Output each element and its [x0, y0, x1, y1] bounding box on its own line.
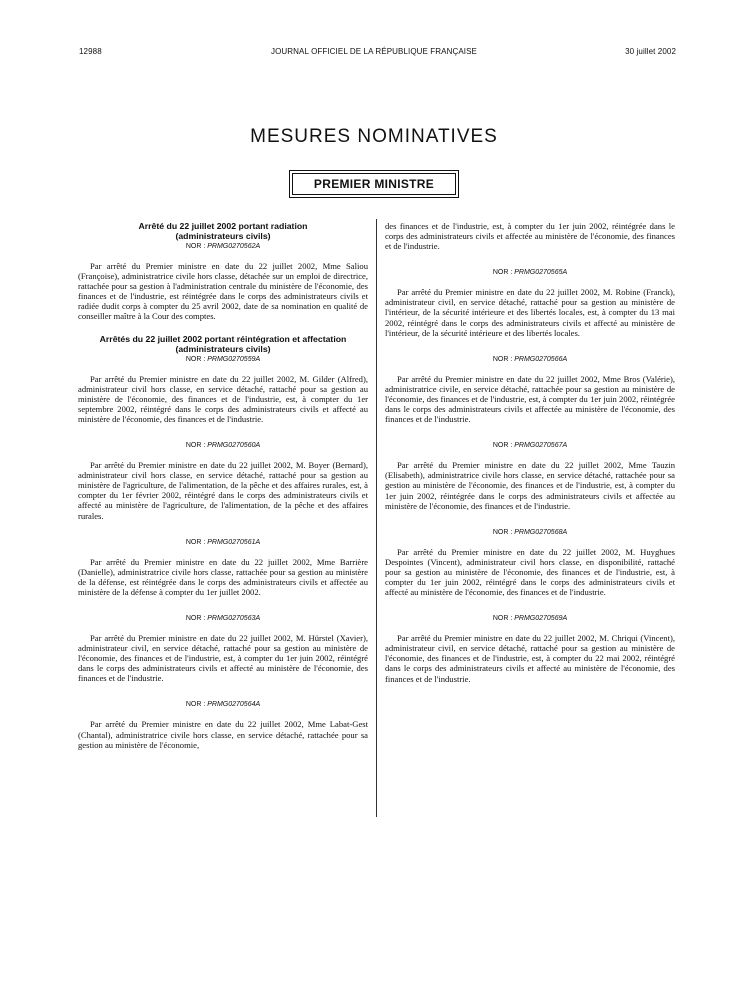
nor-reference — [78, 538, 368, 548]
nor-code: PRMG0270564A — [207, 701, 261, 709]
nor-reference — [78, 355, 368, 365]
nor-code: PRMG0270560A — [207, 442, 261, 450]
decree-text: Par arrêté du Premier ministre en date du 22 juillet 2002, M. Hürstel (Xavier), administrateur civil, en service détaché, rattaché pour sa gestion au ministère de l'économie, des finances et de l'industrie, est, à compter du 1er juin 2002, réintégré dans le corps des administrateurs civils et affecté au ministère de l'économie, des finances et de l'industrie. — [78, 632, 368, 684]
decree-text: Par arrêté du Premier ministre en date du 22 juillet 2002, Mme Bros (Valérie), administratrice civile, en service détaché, rattachée pour sa gestion au ministère de l'économie, des finances et de l'industrie, est, à compter du 1er juin 2002, réintégrée dans le corps des administrateurs civils et affectée au ministère de l'économie, des finances et de l'industrie. — [385, 373, 675, 425]
nor-label: NOR : — [492, 355, 513, 363]
issue-date: 30 juillet 2002 — [625, 47, 676, 56]
nor-code: PRMG0270563A — [207, 614, 261, 622]
decree-text: Par arrêté du Premier ministre en date du 22 juillet 2002, M. Gilder (Alfred), administrateur civil hors classe, en service détaché, rattaché pour sa gestion au ministère de l'économie, des finances et de l'industrie, est, à compter du 1er septembre 2002, réintégré dans le corps des administrateurs civils et affecté au ministère de l'économie, des finances et de l'industrie. — [78, 373, 368, 424]
nor-reference — [385, 528, 675, 538]
page-number: 12988 — [79, 47, 102, 56]
nor-label: NOR : — [185, 614, 206, 622]
nor-label: NOR : — [492, 442, 513, 450]
decree-text: Par arrêté du Premier ministre en date du 22 juillet 2002, M. Robine (Franck), administrateur civil, en service détaché, rattaché pour sa gestion au ministère de l'intérieur, de la sécurité intérieure et des libertés locales, est, à compter du 13 mai 2002, réintégré dans le corps des administrateurs civils et affecté au ministère de l'intérieur, de la sécurité intérieure et des libertés locales. — [385, 287, 675, 338]
section-heading: PREMIER MINISTRE — [292, 173, 456, 195]
nor-code: PRMG0270566A — [514, 355, 568, 363]
decree-item — [78, 700, 368, 749]
decree-item — [78, 538, 368, 597]
nor-reference — [385, 614, 675, 624]
nor-reference — [78, 441, 368, 451]
decree-item — [385, 614, 675, 683]
nor-code: PRMG0270562A — [207, 243, 261, 250]
nor-code: PRMG0270561A — [207, 538, 261, 546]
nor-reference — [78, 614, 368, 624]
nor-reference — [78, 242, 368, 252]
section-heading-box — [289, 170, 459, 198]
decree-item — [385, 355, 675, 424]
decree-text: Par arrêté du Premier ministre en date du 22 juillet 2002, Mme Tauzin (Elisabeth), administratrice civile hors classe, en service détaché, rattachée pour sa gestion au ministère de l'économie, des finances et de l'industrie, est, à compter du 1er juin 2002, réintégrée dans le corps des administrateurs civils et affectée au ministère de l'économie, des finances et de l'industrie. — [385, 460, 675, 511]
nor-label: NOR : — [492, 269, 513, 277]
column-divider — [376, 219, 377, 817]
decree-reintegration — [78, 334, 368, 424]
decree-title: Arrêté du 22 juillet 2002 portant radiation (administrateurs civils) — [138, 221, 308, 241]
decree-item — [385, 268, 675, 337]
decree-text: Par arrêté du Premier ministre en date du 22 juillet 2002, M. Chriqui (Vincent), administrateur civil, en service détaché, rattaché pour sa gestion au ministère de l'économie, des finances et de l'industrie, est, à compter du 22 mai 2002, réintégré dans le corps des administrateurs civils et affecté au ministère de l'économie, des finances et de l'industrie. — [385, 633, 675, 684]
nor-code: PRMG0270568A — [514, 528, 568, 536]
decree-radiation — [78, 221, 368, 322]
nor-reference — [78, 700, 368, 710]
nor-label: NOR : — [185, 701, 206, 709]
nor-code: PRMG0270569A — [514, 615, 568, 623]
nor-label: NOR : — [185, 442, 206, 450]
nor-code: PRMG0270559A — [207, 355, 261, 363]
nor-label: NOR : — [185, 538, 206, 546]
decree-text: Par arrêté du Premier ministre en date du 22 juillet 2002, Mme Labat-Gest (Chantal), administratrice civile hors classe, en service détaché, rattachée pour sa gestion au ministère de l'économie, — [78, 719, 368, 750]
nor-label: NOR : — [492, 615, 513, 623]
nor-label: NOR : — [185, 355, 206, 363]
nor-code: PRMG0270567A — [514, 442, 568, 450]
decree-title: Arrêtés du 22 juillet 2002 portant réintégration et affectation (administrateurs civils) — [99, 333, 347, 354]
page-title: MESURES NOMINATIVES — [250, 125, 498, 147]
nor-reference — [385, 268, 675, 278]
left-column — [78, 221, 368, 750]
decree-item — [385, 528, 675, 597]
decree-text: Par arrêté du Premier ministre en date du 22 juillet 2002, Mme Barrière (Danielle), administratrice civile hors classe, rattachée pour sa gestion au ministère de la défense, est réintégrée dans le corps des administrateurs civils et affectée au ministère de la défense à compter du 1er juillet 2002. — [78, 556, 368, 597]
decree-text: Par arrêté du Premier ministre en date du 22 juillet 2002, Mme Saliou (Françoise), administratrice civile hors classe, détachée sur un emploi de directrice, rattachée pour sa gestion à l'administration centrale du ministère de l'économie, des finances et de l'industrie, est réintégrée dans le corps des administrateurs civils et radiée dudit corps à compter du 25 avril 2002, date de sa nomination en qualité de conseiller maître à la Cour des comptes. — [78, 261, 368, 322]
nor-label: NOR : — [185, 243, 206, 250]
nor-code: PRMG0270565A — [514, 269, 568, 277]
decree-text: Par arrêté du Premier ministre en date du 22 juillet 2002, M. Boyer (Bernard), administrateur civil hors classe, en service détaché, rattaché pour sa gestion au ministère de l'agriculture, de l'alimentation, de la pêche et des affaires rurales, est, à compter du 1er février 2002, réintégré dans le corps des administrateurs civils et affecté au ministère de l'agriculture, de l'alimentation, de la pêche et des affaires rurales. — [78, 460, 368, 521]
decree-text-continued: des finances et de l'industrie, est, à compter du 1er juin 2002, réintégrée dans le corps des administrateurs civils et affectée au ministère de l'économie, des finances et de l'industrie. — [385, 221, 675, 252]
nor-label: NOR : — [492, 528, 513, 536]
decree-item — [78, 614, 368, 683]
nor-reference — [385, 441, 675, 451]
right-column — [385, 221, 675, 684]
decree-text: Par arrêté du Premier ministre en date du 22 juillet 2002, M. Huyghues Despointes (Vincent), administrateur civil hors classe, en disponibilité, rattaché pour sa gestion au ministère de l'économie, des finances et de l'industrie, est, à compter du 1er juin 2002, réintégré dans le corps des administrateurs civils et affecté au ministère de l'économie, des finances et de l'industrie. — [385, 546, 675, 598]
decree-item — [78, 441, 368, 521]
decree-item — [385, 441, 675, 510]
journal-title: JOURNAL OFFICIEL DE LA RÉPUBLIQUE FRANÇAISE — [271, 47, 477, 56]
nor-reference — [385, 355, 675, 365]
